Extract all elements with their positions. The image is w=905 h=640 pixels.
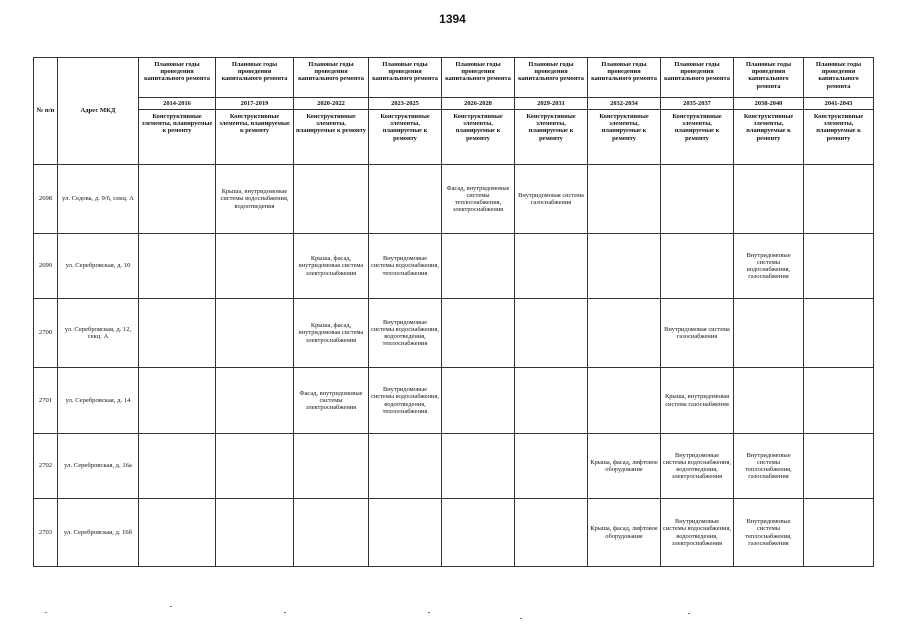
period-years: 2032-2034 [588, 98, 661, 110]
repair-elements-cell [442, 499, 515, 567]
period-years: 2014-2016 [139, 98, 216, 110]
repair-elements-cell [588, 165, 661, 234]
repair-elements-cell: Фасад, внутридомовые системы электроснабжения [294, 368, 369, 434]
row-number: 2700 [34, 299, 58, 368]
table-row [34, 368, 874, 434]
repair-elements-cell: Внутридомовые системы теплоснабжения, газоснабжения [734, 499, 804, 567]
repair-elements-cell: Крыша, фасад, внутридомовая система электроснабжения [294, 234, 369, 299]
period-years: 2026-2028 [442, 98, 515, 110]
repair-elements-cell [216, 499, 294, 567]
col-header-address: Адрес МКД [58, 58, 139, 165]
capital-repair-schedule-table [33, 57, 874, 567]
repair-elements-cell: Внутридомовые системы водоснабжения, водоотведения, теплоснабжения [369, 299, 442, 368]
elements-header: Конструктивные элементы, планируемые к ремонту [804, 110, 874, 165]
repair-elements-cell: Крыша, внутридомовые системы водоснабжения, водоотведения [216, 165, 294, 234]
repair-elements-cell [139, 368, 216, 434]
header-row-years [34, 98, 874, 110]
repair-elements-cell [294, 434, 369, 499]
period-header: Плановые годы проведения капитального ремонта [515, 58, 588, 98]
repair-elements-cell [804, 499, 874, 567]
table-row [34, 499, 874, 567]
row-number: 2702 [34, 434, 58, 499]
repair-elements-cell [734, 165, 804, 234]
table-row [34, 165, 874, 234]
repair-elements-cell [139, 499, 216, 567]
period-header: Плановые годы проведения капитального ремонта [369, 58, 442, 98]
row-address: ул. Серебровская, д. 16а [58, 434, 139, 499]
period-header: Плановые годы проведения капитального ремонта [216, 58, 294, 98]
elements-header: Конструктивные элементы, планируемые к ремонту [139, 110, 216, 165]
repair-elements-cell [588, 234, 661, 299]
elements-header: Конструктивные элементы, планируемые к ремонту [588, 110, 661, 165]
period-years: 2041-2043 [804, 98, 874, 110]
elements-header: Конструктивные элементы, планируемые к ремонту [442, 110, 515, 165]
period-header: Плановые годы проведения капитального ремонта [294, 58, 369, 98]
row-address: ул. Серебровская, д. 12, секц. А [58, 299, 139, 368]
repair-elements-cell [216, 434, 294, 499]
row-number: 2703 [34, 499, 58, 567]
repair-elements-cell [294, 165, 369, 234]
period-header: Плановые годы проведения капитального ремонта [588, 58, 661, 98]
repair-elements-cell: Внутридомовые системы водоснабжения, водоотведения, электроснабжения [661, 499, 734, 567]
repair-elements-cell [588, 299, 661, 368]
period-header: Плановые годы проведения капитального ремонта [442, 58, 515, 98]
repair-elements-cell [139, 165, 216, 234]
repair-elements-cell: Внутридомовая система газоснабжения [661, 299, 734, 368]
repair-elements-cell [515, 434, 588, 499]
repair-elements-cell [216, 299, 294, 368]
repair-elements-cell [139, 234, 216, 299]
repair-elements-cell: Внутридомовые системы теплоснабжения, газоснабжения [734, 434, 804, 499]
repair-elements-cell [369, 165, 442, 234]
elements-header: Конструктивные элементы, планируемые к ремонту [515, 110, 588, 165]
period-years: 2017-2019 [216, 98, 294, 110]
period-header: Плановые годы проведения капитального ремонта [734, 58, 804, 98]
header-row-elements [34, 110, 874, 165]
repair-elements-cell [139, 299, 216, 368]
row-number: 2698 [34, 165, 58, 234]
repair-elements-cell: Внутридомовые системы водоснабжения, водоотведения, электроснабжения [661, 434, 734, 499]
repair-elements-cell [139, 434, 216, 499]
repair-elements-cell: Крыша, фасад, внутридомовая система электроснабжения [294, 299, 369, 368]
repair-elements-cell [294, 499, 369, 567]
row-address: ул. Седова, д. 9/6, секц. А [58, 165, 139, 234]
page-number: 1394 [439, 12, 466, 26]
period-years: 2029-2031 [515, 98, 588, 110]
repair-elements-cell [515, 299, 588, 368]
repair-elements-cell: Внутридомовые системы водоснабжения, теплоснабжения [369, 234, 442, 299]
repair-elements-cell [442, 434, 515, 499]
col-header-number: № п/п [34, 58, 58, 165]
period-years: 2038-2040 [734, 98, 804, 110]
repair-elements-cell [661, 165, 734, 234]
row-address: ул. Серебровская, д. 14 [58, 368, 139, 434]
repair-elements-cell [216, 368, 294, 434]
elements-header: Конструктивные элементы, планируемые к ремонту [661, 110, 734, 165]
repair-elements-cell [369, 434, 442, 499]
table-row [34, 434, 874, 499]
repair-elements-cell [804, 165, 874, 234]
header-row-periods [34, 58, 874, 98]
repair-elements-cell: Крыша, фасад, лифтовое оборудование [588, 499, 661, 567]
period-header: Плановые годы проведения капитального ремонта [661, 58, 734, 98]
repair-elements-cell [804, 234, 874, 299]
row-number: 2699 [34, 234, 58, 299]
repair-elements-cell [442, 299, 515, 368]
row-address: ул. Серебровская, д. 10 [58, 234, 139, 299]
period-years: 2023-2025 [369, 98, 442, 110]
repair-elements-cell [804, 368, 874, 434]
repair-elements-cell [804, 299, 874, 368]
period-header: Плановые годы проведения капитального ремонта [804, 58, 874, 98]
elements-header: Конструктивные элементы, планируемые к ремонту [369, 110, 442, 165]
period-years: 2020-2022 [294, 98, 369, 110]
repair-elements-cell: Внутридомовая система газоснабжения [515, 165, 588, 234]
repair-elements-cell [661, 234, 734, 299]
repair-elements-cell: Крыша, фасад, лифтовое оборудование [588, 434, 661, 499]
repair-elements-cell [515, 234, 588, 299]
repair-elements-cell [442, 368, 515, 434]
repair-elements-cell: Фасад, внутридомовые системы теплоснабжения, электроснабжения [442, 165, 515, 234]
repair-elements-cell [588, 368, 661, 434]
elements-header: Конструктивные элементы, планируемые к ремонту [216, 110, 294, 165]
repair-elements-cell [515, 368, 588, 434]
repair-elements-cell: Крыша, внутридомовая система газоснабжения [661, 368, 734, 434]
repair-elements-cell [515, 499, 588, 567]
repair-elements-cell: Внутридомовые системы водоснабжения, водоотведения, теплоснабжения [369, 368, 442, 434]
repair-elements-cell [442, 234, 515, 299]
repair-elements-cell: Внутридомовые системы водоснабжения, газоснабжения [734, 234, 804, 299]
repair-elements-cell [216, 234, 294, 299]
repair-elements-cell [369, 499, 442, 567]
table-row [34, 299, 874, 368]
elements-header: Конструктивные элементы, планируемые к ремонту [294, 110, 369, 165]
elements-header: Конструктивные элементы, планируемые к ремонту [734, 110, 804, 165]
repair-elements-cell [804, 434, 874, 499]
repair-elements-cell [734, 299, 804, 368]
repair-elements-cell [734, 368, 804, 434]
period-header: Плановые годы проведения капитального ремонта [139, 58, 216, 98]
row-address: ул. Серебровская, д. 16б [58, 499, 139, 567]
row-number: 2701 [34, 368, 58, 434]
table-row [34, 234, 874, 299]
period-years: 2035-2037 [661, 98, 734, 110]
